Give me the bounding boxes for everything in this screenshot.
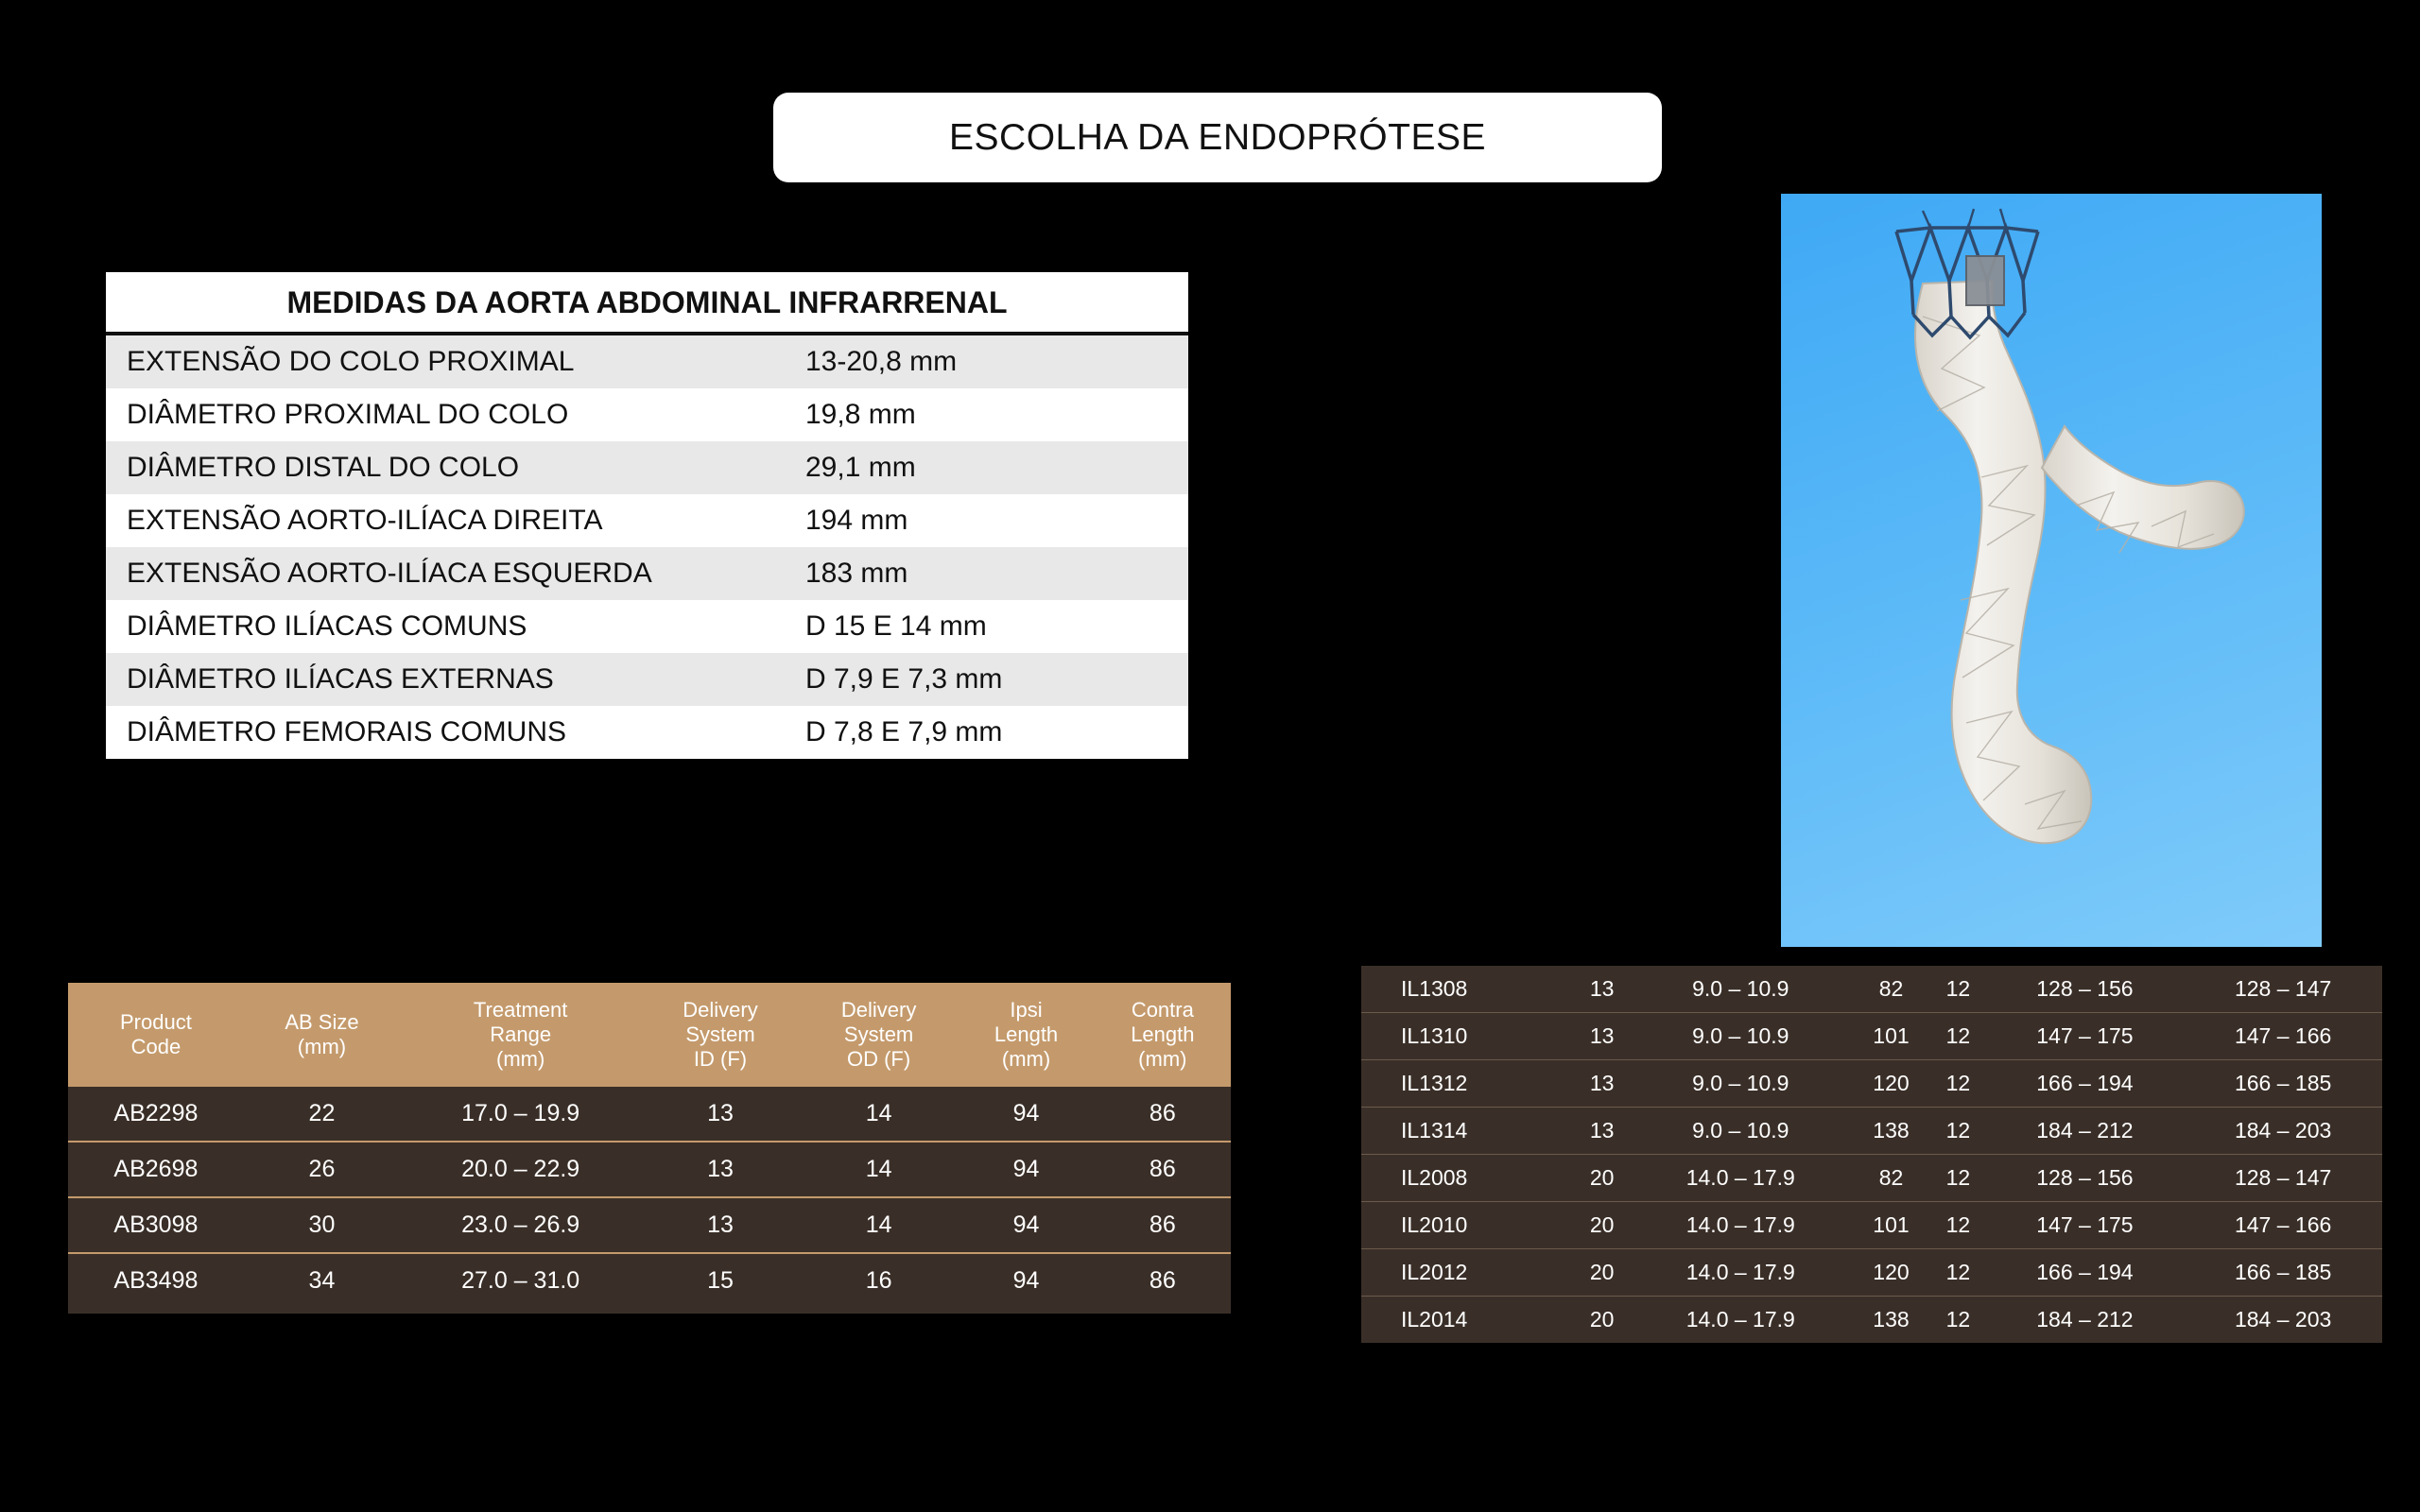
il-cell: 147 – 166	[2184, 1202, 2382, 1249]
ab-cell: 22	[244, 1087, 400, 1142]
il-cell: 147 – 166	[2184, 1013, 2382, 1060]
il-cell: 184 – 203	[2184, 1297, 2382, 1344]
il-cell: 120	[1852, 1060, 1931, 1108]
ab-cell: 30	[244, 1197, 400, 1253]
il-cell: 12	[1930, 1060, 1985, 1108]
ab-cell: 94	[958, 1197, 1094, 1253]
table-row	[68, 1197, 1231, 1253]
il-product-code: IL1312	[1361, 1060, 1575, 1108]
ab-cell: 27.0 – 31.0	[400, 1253, 641, 1314]
il-cell: 128 – 156	[1986, 966, 2185, 1013]
table-row	[68, 1253, 1231, 1314]
il-cell: 14.0 – 17.9	[1630, 1155, 1852, 1202]
il-cell: 9.0 – 10.9	[1630, 966, 1852, 1013]
il-product-code: IL1314	[1361, 1108, 1575, 1155]
il-cell: 184 – 212	[1986, 1108, 2185, 1155]
ab-cell: 14	[800, 1142, 959, 1197]
il-product-code: IL2012	[1361, 1249, 1575, 1297]
table-row	[106, 653, 1188, 706]
ab-cell: 13	[641, 1087, 800, 1142]
measurement-label: DIÂMETRO DISTAL DO COLO	[106, 441, 788, 494]
ab-cell: 86	[1095, 1142, 1231, 1197]
ab-cell: 94	[958, 1253, 1094, 1314]
table-row	[1361, 1013, 2382, 1060]
table-header-row	[106, 272, 1188, 334]
measurement-value: 29,1 mm	[788, 441, 1188, 494]
il-cell: 12	[1930, 1155, 1985, 1202]
measurement-value: 183 mm	[788, 547, 1188, 600]
table-row	[106, 494, 1188, 547]
stent-graft-illustration	[1781, 194, 2322, 947]
table-row	[68, 1087, 1231, 1142]
il-cell: 82	[1852, 1155, 1931, 1202]
il-table-body	[1361, 966, 2382, 1343]
table-row	[106, 388, 1188, 441]
il-cell: 9.0 – 10.9	[1630, 1013, 1852, 1060]
table-row	[1361, 966, 2382, 1013]
il-product-code: IL2014	[1361, 1297, 1575, 1344]
table-row	[1361, 1202, 2382, 1249]
ab-table-header-row	[68, 983, 1231, 1087]
table-row	[1361, 1155, 2382, 1202]
il-cell: 12	[1930, 966, 1985, 1013]
ab-cell: 86	[1095, 1087, 1231, 1142]
measurement-value: D 15 E 14 mm	[788, 600, 1188, 653]
table-row	[68, 1142, 1231, 1197]
il-cell: 12	[1930, 1108, 1985, 1155]
measurement-label: DIÂMETRO ILÍACAS EXTERNAS	[106, 653, 788, 706]
il-cell: 12	[1930, 1249, 1985, 1297]
ab-cell: 94	[958, 1087, 1094, 1142]
ab-table-body	[68, 1087, 1231, 1314]
il-cell: 184 – 203	[2184, 1108, 2382, 1155]
il-cell: 20	[1575, 1202, 1630, 1249]
il-cell: 13	[1575, 1108, 1630, 1155]
il-cell: 128 – 147	[2184, 1155, 2382, 1202]
table-row	[106, 706, 1188, 759]
il-cell: 12	[1930, 1297, 1985, 1344]
il-product-table	[1361, 966, 2382, 1343]
il-product-code: IL1310	[1361, 1013, 1575, 1060]
measurement-value: D 7,8 E 7,9 mm	[788, 706, 1188, 759]
ab-cell: 16	[800, 1253, 959, 1314]
aorta-measurements-table	[106, 272, 1188, 759]
il-cell: 14.0 – 17.9	[1630, 1249, 1852, 1297]
measurement-label: DIÂMETRO FEMORAIS COMUNS	[106, 706, 788, 759]
il-cell: 13	[1575, 1060, 1630, 1108]
il-cell: 12	[1930, 1202, 1985, 1249]
ab-product-table	[68, 983, 1231, 1314]
il-product-code: IL2010	[1361, 1202, 1575, 1249]
table-row	[106, 600, 1188, 653]
measurement-value: 13-20,8 mm	[788, 334, 1188, 388]
il-cell: 138	[1852, 1297, 1931, 1344]
ab-table-head	[68, 983, 1231, 1087]
table-row	[1361, 1297, 2382, 1344]
measurements-table-body	[106, 334, 1188, 759]
il-cell: 166 – 185	[2184, 1060, 2382, 1108]
ab-product-code: AB2298	[68, 1087, 244, 1142]
ab-column-header: Delivery System OD (F)	[800, 983, 959, 1087]
ab-cell: 15	[641, 1253, 800, 1314]
stent-graft-photo	[1781, 194, 2322, 947]
ab-product-code: AB3498	[68, 1253, 244, 1314]
il-cell: 20	[1575, 1249, 1630, 1297]
measurements-table-title: MEDIDAS DA AORTA ABDOMINAL INFRARRENAL	[106, 272, 1188, 334]
il-cell: 166 – 194	[1986, 1249, 2185, 1297]
il-cell: 184 – 212	[1986, 1297, 2185, 1344]
il-cell: 13	[1575, 966, 1630, 1013]
measurement-label: DIÂMETRO PROXIMAL DO COLO	[106, 388, 788, 441]
measurement-value: D 7,9 E 7,3 mm	[788, 653, 1188, 706]
table-row	[106, 547, 1188, 600]
measurement-value: 19,8 mm	[788, 388, 1188, 441]
measurement-value: 194 mm	[788, 494, 1188, 547]
measurement-label: EXTENSÃO AORTO-ILÍACA DIREITA	[106, 494, 788, 547]
ab-cell: 86	[1095, 1253, 1231, 1314]
il-cell: 14.0 – 17.9	[1630, 1202, 1852, 1249]
table-row	[1361, 1060, 2382, 1108]
il-cell: 9.0 – 10.9	[1630, 1108, 1852, 1155]
il-product-code: IL2008	[1361, 1155, 1575, 1202]
ab-cell: 17.0 – 19.9	[400, 1087, 641, 1142]
ab-cell: 94	[958, 1142, 1094, 1197]
table-row	[106, 441, 1188, 494]
table-row	[1361, 1108, 2382, 1155]
il-cell: 166 – 194	[1986, 1060, 2185, 1108]
slide-title-card	[773, 93, 1662, 182]
ab-column-header: AB Size (mm)	[244, 983, 400, 1087]
ab-column-header: Contra Length (mm)	[1095, 983, 1231, 1087]
ab-cell: 13	[641, 1197, 800, 1253]
measurement-label: EXTENSÃO AORTO-ILÍACA ESQUERDA	[106, 547, 788, 600]
il-cell: 147 – 175	[1986, 1202, 2185, 1249]
ab-cell: 26	[244, 1142, 400, 1197]
ab-column-header: Delivery System ID (F)	[641, 983, 800, 1087]
ab-cell: 86	[1095, 1197, 1231, 1253]
il-cell: 147 – 175	[1986, 1013, 2185, 1060]
ab-product-code: AB2698	[68, 1142, 244, 1197]
table-row	[106, 334, 1188, 388]
measurement-label: DIÂMETRO ILÍACAS COMUNS	[106, 600, 788, 653]
il-cell: 128 – 147	[2184, 966, 2382, 1013]
il-cell: 20	[1575, 1297, 1630, 1344]
il-cell: 138	[1852, 1108, 1931, 1155]
ab-cell: 13	[641, 1142, 800, 1197]
il-cell: 101	[1852, 1202, 1931, 1249]
page-title: ESCOLHA DA ENDOPRÓTESE	[949, 116, 1486, 158]
ab-column-header: Ipsi Length (mm)	[958, 983, 1094, 1087]
il-cell: 120	[1852, 1249, 1931, 1297]
il-cell: 14.0 – 17.9	[1630, 1297, 1852, 1344]
il-cell: 20	[1575, 1155, 1630, 1202]
ab-column-header: Treatment Range (mm)	[400, 983, 641, 1087]
il-product-code: IL1308	[1361, 966, 1575, 1013]
ab-cell: 34	[244, 1253, 400, 1314]
ab-product-code: AB3098	[68, 1197, 244, 1253]
il-cell: 13	[1575, 1013, 1630, 1060]
il-cell: 166 – 185	[2184, 1249, 2382, 1297]
il-cell: 82	[1852, 966, 1931, 1013]
il-cell: 101	[1852, 1013, 1931, 1060]
measurements-table-head	[106, 272, 1188, 334]
ab-cell: 14	[800, 1197, 959, 1253]
il-cell: 12	[1930, 1013, 1985, 1060]
ab-column-header: Product Code	[68, 983, 244, 1087]
measurement-label: EXTENSÃO DO COLO PROXIMAL	[106, 334, 788, 388]
il-cell: 9.0 – 10.9	[1630, 1060, 1852, 1108]
il-cell: 128 – 156	[1986, 1155, 2185, 1202]
ab-cell: 23.0 – 26.9	[400, 1197, 641, 1253]
ab-cell: 20.0 – 22.9	[400, 1142, 641, 1197]
table-row	[1361, 1249, 2382, 1297]
ab-cell: 14	[800, 1087, 959, 1142]
